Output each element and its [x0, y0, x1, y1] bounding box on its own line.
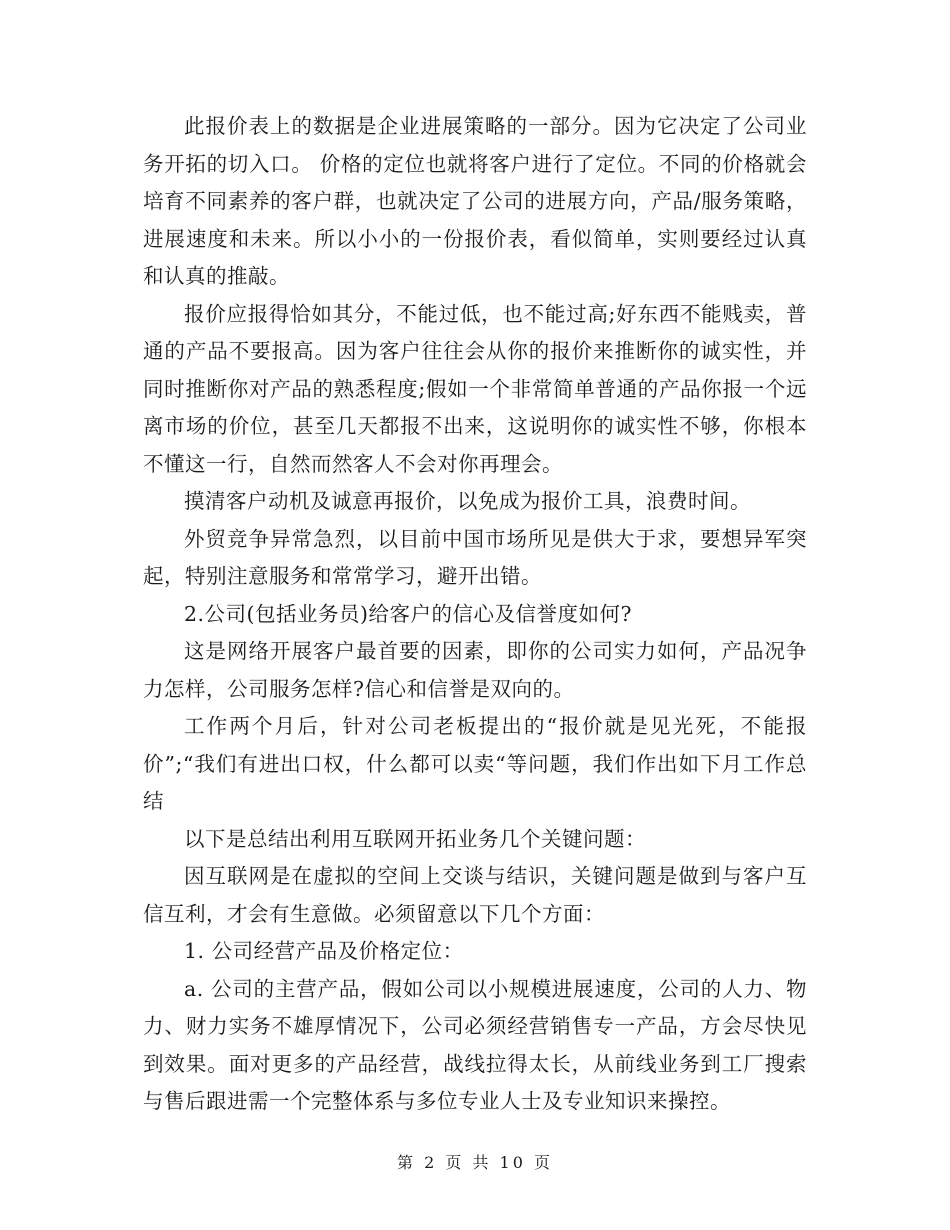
paragraph-2: 报价应报得恰如其分，不能过低，也不能过高;好东西不能贱卖，普通的产品不要报高。因为客户往往会从你的报价来推断你的诚实性，并同时推断你对产品的熟悉程度;假如一个非常简单普通的产品你报一个远离市场的价位，甚至几天都报不出来，这说明你的诚实性不够，你根本不懂这一行，自然而然客人不会对你再理会。: [143, 301, 807, 476]
paragraph-7: 工作两个月后，针对公司老板提出的“报价就是见光死，不能报价”;“我们有进出口权，什么都可以卖“等问题，我们作出如下月工作总结: [143, 714, 807, 813]
paragraph-3: 摸清客户动机及诚意再报价，以免成为报价工具，浪费时间。: [184, 489, 751, 513]
paragraph-4: 外贸竞争异常急烈，以目前中国市场所见是供大于求，要想异军突起，特别注意服务和常常学习，避开出错。: [143, 526, 807, 588]
paragraph-1: 此报价表上的数据是企业进展策略的一部分。因为它决定了公司业务开拓的切入口。 价格的定位也就将客户进行了定位。不同的价格就会培育不同素养的客户群，也就决定了公司的进展方向，产品/服务策略， 进展速度和未来。所以小小的一份报价表，看似简单，实则要经过认真和认真的推敲。: [143, 114, 807, 288]
paragraph-6: 这是网络开展客户最首要的因素，即你的公司实力如何，产品况争力怎样，公司服务怎样?信心和信誉是双向的。: [143, 639, 807, 701]
body-text: [143, 108, 807, 1121]
paragraph-8: 以下是总结出利用互联网开拓业务几个关键问题：: [184, 826, 646, 851]
paragraph-9: 因互联网是在虚拟的空间上交谈与结识，关键问题是做到与客户互信互利，才会有生意做。必须留意以下几个方面：: [143, 864, 807, 926]
page-number-footer: 第 2 页 共 10 页: [397, 1153, 553, 1172]
paragraph-5: 2.公司(包括业务员)给客户的信心及信誉度如何?: [184, 601, 633, 626]
paragraph-10: 1. 公司经营产品及价格定位：: [184, 939, 464, 963]
paragraph-11: a. 公司的主营产品，假如公司以小规模进展速度，公司的人力、物力、财力实务不雄厚情况下，公司必须经营销售专一产品，方会尽快见到效果。面对更多的产品经营，战线拉得太长，从前线业务到工厂搜索与售后跟进需一个完整体系与多位专业人士及专业知识来操控。: [143, 976, 807, 1113]
